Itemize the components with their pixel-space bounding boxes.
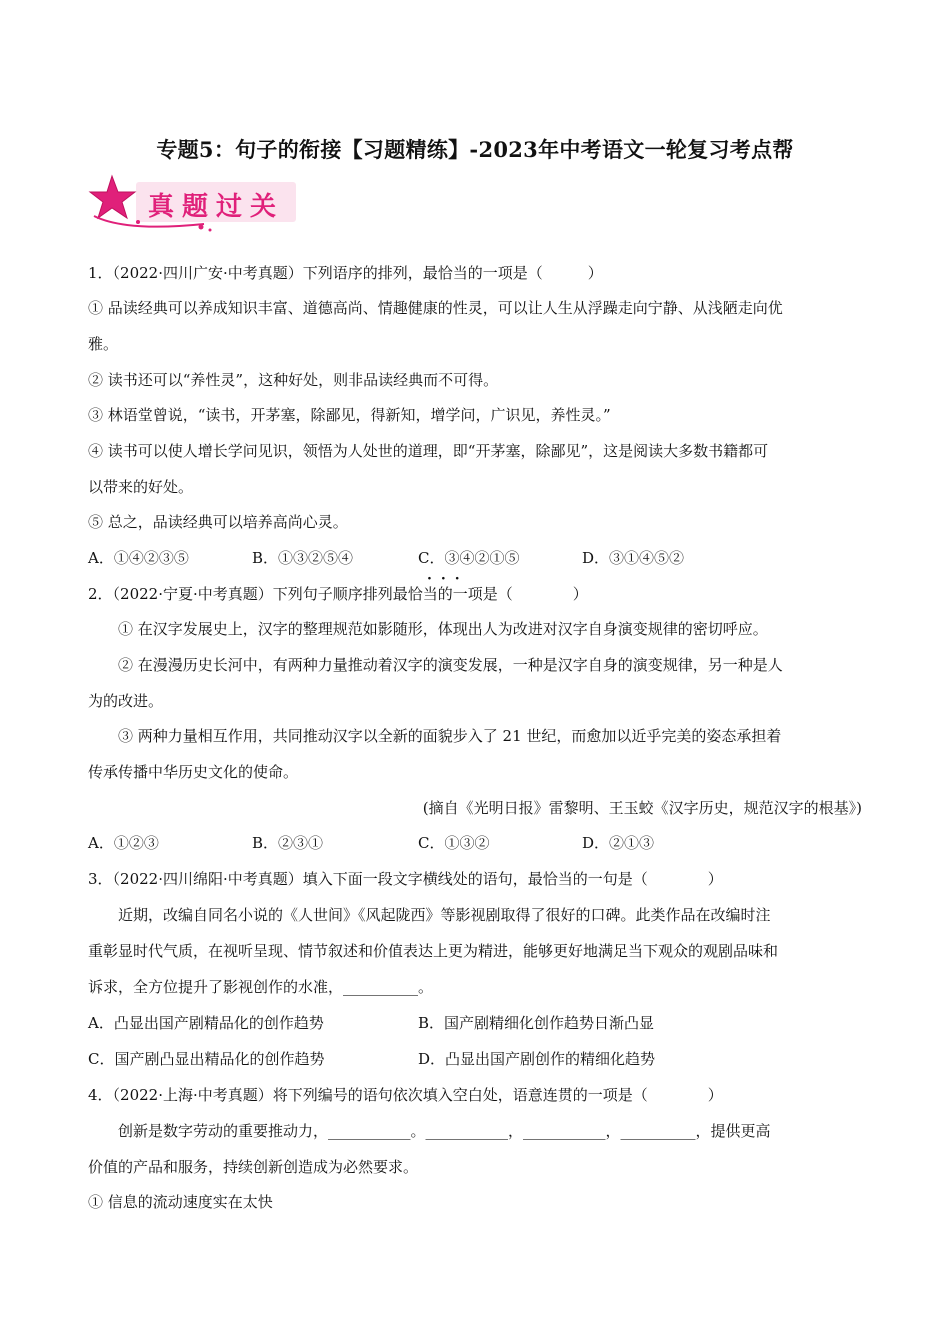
q1-option-c: C．③④②①⑤ — [418, 549, 520, 567]
q3-option-c: C．国产剧凸显出精品化的创作趋势 — [88, 1050, 325, 1068]
q2-sentence-1: ① 在汉字发展史上，汉字的整理规范如影随形，体现出人为改进对汉字自身演变规律的密切呼应。 — [118, 620, 768, 638]
q1-sentence-2: ② 读书还可以“养性灵”，这种好处，则非品读经典而不可得。 — [88, 371, 499, 389]
q3-option-d: D．凸显出国产剧创作的精细化趋势 — [418, 1050, 656, 1068]
q3-passage-2: 重彰显时代气质，在视听呈现、情节叙述和价值表达上更为精进，能够更好地满足当下观众的观剧品味和 — [88, 942, 779, 960]
q2-sentence-3b: 传承传播中华历史文化的使命。 — [88, 763, 299, 781]
section-banner — [86, 172, 300, 234]
q3-stem: 3．（2022·四川绵阳·中考真题）填入下面一段文字横线处的语句，最恰当的一句是（ ） — [88, 870, 723, 888]
q2-option-a: A．①②③ — [88, 834, 159, 852]
q3-passage-3: 诉求，全方位提升了影视创作的水准，__________。 — [88, 978, 434, 996]
q2-sentence-3a: ③ 两种力量相互作用，共同推动汉字以全新的面貌步入了 21 世纪，而愈加以近乎完美的姿态承担着 — [118, 727, 782, 745]
q2-option-c: C．①③② — [418, 834, 490, 852]
q3-option-a: A．凸显出国产剧精品化的创作趋势 — [88, 1014, 324, 1032]
q4-passage-1: 创新是数字劳动的重要推动力，___________。___________，___________，__________，提供更高 — [118, 1122, 771, 1140]
q1-sentence-4a: ④ 读书可以使人增长学问见识，领悟为人处世的道理，即“开茅塞，除鄙见”，这是阅读大多数书籍都可 — [88, 442, 769, 460]
banner-label: 真题过关 — [148, 192, 285, 222]
q2-option-d: D．②①③ — [582, 834, 655, 852]
q1-sentence-1a: ① 品读经典可以养成知识丰富、道德高尚、情趣健康的性灵，可以让人生从浮躁走向宁静、从浅陋走向优 — [88, 299, 783, 317]
q3-option-b: B．国产剧精细化创作趋势日渐凸显 — [418, 1014, 655, 1032]
q2-stem: 2．（2022·宁夏·中考真题）下列句子顺序排列最恰当的一项是（ ） — [88, 585, 588, 603]
q4-sentence-1: ① 信息的流动速度实在太快 — [88, 1193, 273, 1211]
emphasis-dots: ··· — [427, 571, 469, 587]
q1-stem: 1．（2022·四川广安·中考真题）下列语序的排列，最恰当的一项是（ ） — [88, 264, 603, 282]
q1-sentence-4b: 以带来的好处。 — [88, 478, 194, 496]
q2-source: (摘自《光明日报》雷黎明、王玉蛟《汉字历史，规范汉字的根基》) — [422, 799, 862, 817]
q4-stem: 4．（2022·上海·中考真题）将下列编号的语句依次填入空白处，语意连贯的一项是（ ） — [88, 1086, 723, 1104]
q2-sentence-2a: ② 在漫漫历史长河中，有两种力量推动着汉字的演变发展，一种是汉字自身的演变规律，另一种是人 — [118, 656, 783, 674]
q1-sentence-1b: 雅。 — [88, 335, 119, 353]
q1-sentence-3: ③ 林语堂曾说，“读书，开茅塞，除鄙见，得新知，增学问，广识见，养性灵。” — [88, 406, 611, 424]
page-title: 专题5：句子的衔接【习题精练】-2023年中考语文一轮复习考点帮 — [156, 137, 794, 162]
q1-option-b: B．①③②⑤④ — [252, 549, 354, 567]
q1-sentence-5: ⑤ 总之，品读经典可以培养高尚心灵。 — [88, 513, 348, 531]
q4-passage-2: 价值的产品和服务，持续创新创造成为必然要求。 — [88, 1158, 419, 1176]
q2-sentence-2b: 为的改进。 — [88, 692, 164, 710]
q2-option-b: B．②③① — [252, 834, 324, 852]
q1-option-a: A．①④②③⑤ — [88, 549, 189, 567]
q1-option-d: D．③①④⑤② — [582, 549, 685, 567]
q3-passage-1: 近期，改编自同名小说的《人世间》《风起陇西》等影视剧取得了很好的口碑。此类作品在改编时注 — [118, 906, 771, 924]
